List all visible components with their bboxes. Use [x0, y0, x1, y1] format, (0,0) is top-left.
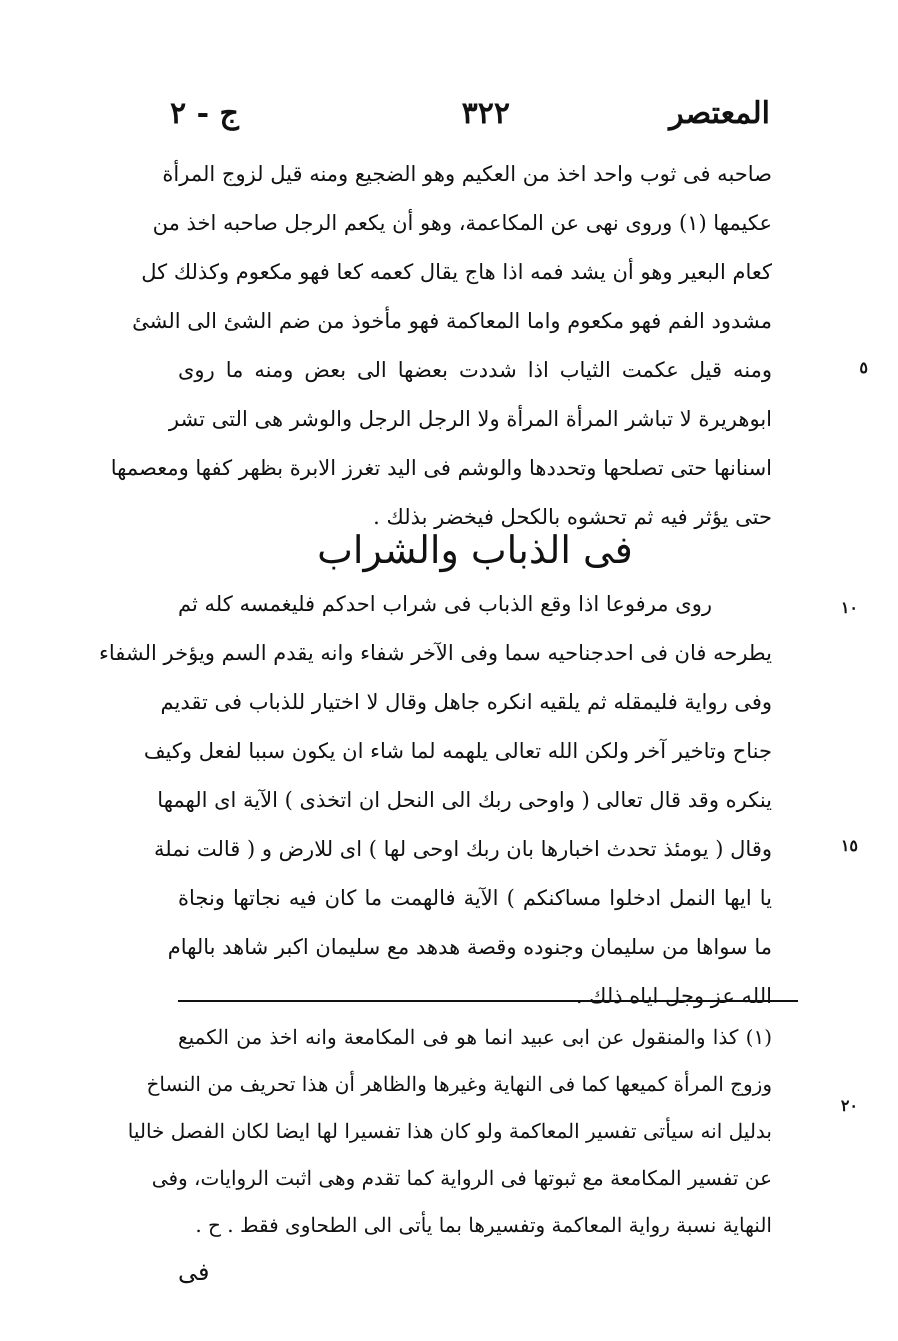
volume-label: ج - ٢	[170, 96, 239, 131]
text-line: روى مرفوعا اذا وقع الذباب فى شراب احدكم فليغمسه كله ثم	[178, 592, 712, 616]
text-line: يا ايها النمل ادخلوا مساكنكم ) الآية فالهمت ما كان فيه نجاتها ونجاة	[178, 886, 772, 910]
text-line: وفى رواية فليمقله ثم يلقيه انكره جاهل وقال لا اختيار للذباب فى تقديم	[160, 690, 772, 714]
text-line: وقال ( يومئذ تحدث اخبارها بان ربك اوحى لها ) اى للارض و ( قالت نملة	[153, 837, 772, 861]
text-line: حتى يؤثر فيه ثم تحشوه بالكحل فيخضر بذلك .	[373, 505, 772, 529]
margin-line-number: ١٥	[840, 836, 858, 855]
text-line: يطرحه فان فى احدجناحيه سما وفى الآخر شفاء وانه يقدم السم ويؤخر الشفاء	[98, 641, 772, 665]
text-line: ومنه قيل عكمت الثياب اذا شددت بعضها الى بعض ومنه ما روى	[178, 358, 772, 382]
footnote-line: بدليل انه سيأتى تفسير المعاكمة ولو كان هذا تفسيرا لها ايضا لكان الفصل خاليا	[127, 1119, 772, 1143]
catchword: فى	[178, 1258, 210, 1286]
footnote-divider	[178, 1000, 798, 1002]
footnote-line: عن تفسير المكامعة مع ثبوتها فى الرواية كما تقدم وهى اثبت الروايات، وفى	[151, 1166, 772, 1190]
footnote	[127, 1014, 772, 1249]
paragraph-2	[98, 580, 772, 1021]
text-line: مشدود الفم فهو مكعوم واما المعاكمة فهو مأخوذ من ضم الشئ الى الشئ	[132, 309, 772, 333]
text-line: ابوهريرة لا تباشر المرأة المرأة ولا الرجل الرجل والوشر هى التى تشر	[168, 407, 772, 431]
footnote-line: (١) كذا والمنقول عن ابى عبيد انما هو فى المكامعة وانه اخذ من الكميع	[178, 1025, 772, 1049]
text-line: صاحبه فى ثوب واحد اخذ من العكيم وهو الضجيع ومنه قيل لزوج المرأة	[162, 162, 772, 186]
book-title: المعتصر	[669, 96, 770, 131]
page-header	[170, 96, 770, 146]
text-line: ما سواها من سليمان وجنوده وقصة هدهد مع سليمان اكبر شاهد بالهام	[167, 935, 772, 959]
text-line: الله عز وجل اياه ذلك .	[575, 984, 772, 1008]
margin-line-number: ١٠	[840, 598, 858, 617]
page-number: ٣٢٢	[461, 96, 510, 131]
section-title: فى الذباب والشراب	[317, 528, 633, 572]
footnote-line: النهاية نسبة رواية المعاكمة وتفسيرها بما يأتى الى الطحاوى فقط . ح .	[195, 1213, 772, 1237]
paragraph-1	[110, 150, 772, 542]
text-line: عكيمها (١) وروى نهى عن المكاعمة، وهو أن يكعم الرجل صاحبه اخذ من	[152, 211, 772, 235]
text-line: ينكره وقد قال تعالى ( واوحى ربك الى النحل ان اتخذى ) الآية اى الهمها	[157, 788, 772, 812]
text-line: اسنانها حتى تصلحها وتحددها والوشم فى اليد تغرز الابرة بظهر كفها ومعصمها	[110, 456, 772, 480]
margin-line-number: ٢٠	[840, 1096, 858, 1115]
text-line: كعام البعير وهو أن يشد فمه اذا هاج يقال كعمه كعا فهو مكعوم وكذلك كل	[141, 260, 772, 284]
text-line: جناح وتاخير آخر ولكن الله تعالى يلهمه لما شاء ان يكون سببا لفعل وكيف	[143, 739, 772, 763]
margin-line-number: ٥	[859, 358, 868, 377]
footnote-line: وزوج المرأة كميعها كما فى النهاية وغيرها والظاهر أن هذا تحريف من النساخ	[146, 1072, 772, 1096]
